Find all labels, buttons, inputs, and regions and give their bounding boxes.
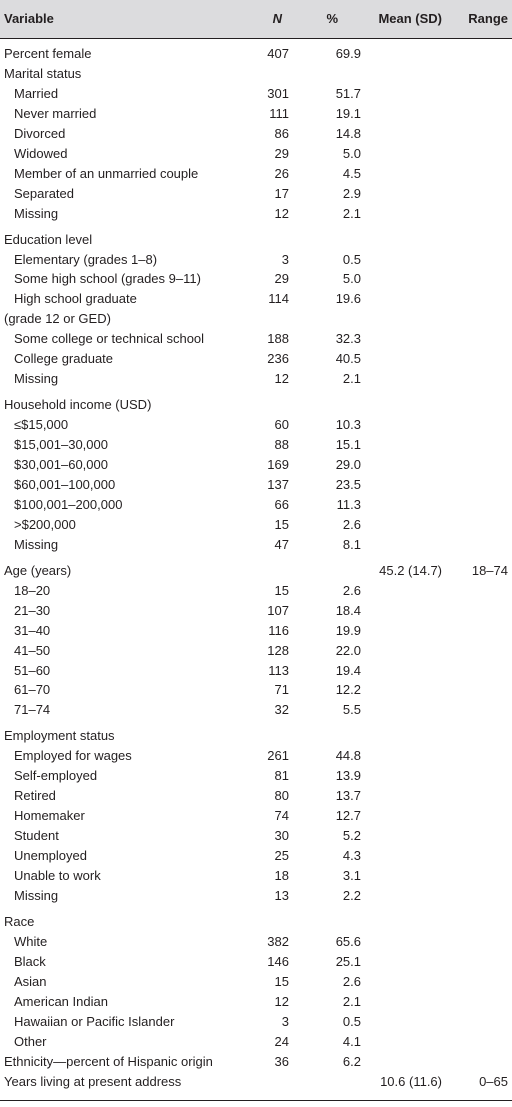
row-n: 137 xyxy=(267,476,289,492)
row-label: Age (years) xyxy=(4,562,72,578)
row-label: Homemaker xyxy=(14,808,85,824)
row-label: $100,001–200,000 xyxy=(14,496,123,512)
row-percent: 6.2 xyxy=(342,1053,361,1069)
row-label: Employed for wages xyxy=(14,748,132,764)
row-percent: 19.9 xyxy=(335,622,361,638)
row-percent: 8.1 xyxy=(342,536,361,552)
row-percent: 19.1 xyxy=(335,105,361,121)
row-n: 107 xyxy=(267,602,289,618)
row-n: 86 xyxy=(274,125,289,141)
row-label: Household income (USD) xyxy=(4,397,152,413)
row-percent: 19.4 xyxy=(335,662,361,678)
row-label: Years living at present address xyxy=(4,1073,182,1089)
row-percent: 2.6 xyxy=(342,582,361,598)
row-label: 21–30 xyxy=(14,602,51,618)
row-n: 146 xyxy=(267,953,289,969)
row-n: 15 xyxy=(274,973,289,989)
row-label: American Indian xyxy=(14,993,108,1009)
row-percent: 4.1 xyxy=(342,1033,361,1049)
row-range: 0–65 xyxy=(479,1073,508,1089)
row-percent: 2.1 xyxy=(342,205,361,221)
row-n: 116 xyxy=(268,622,289,638)
row-n: 113 xyxy=(268,662,289,678)
row-percent: 2.2 xyxy=(342,887,361,903)
row-percent: 15.1 xyxy=(335,437,361,453)
row-percent: 29.0 xyxy=(335,457,361,472)
row-mean-sd: 45.2 (14.7) xyxy=(379,562,442,578)
row-percent: 22.0 xyxy=(335,642,361,658)
row-percent: 51.7 xyxy=(335,85,361,101)
row-label: 18–20 xyxy=(14,582,51,598)
row-label: Widowed xyxy=(14,145,68,161)
row-label: Missing xyxy=(14,536,59,552)
row-n: 111 xyxy=(269,105,289,121)
row-percent: 13.9 xyxy=(335,768,361,784)
bottom-rule xyxy=(0,1100,512,1101)
row-label: $60,001–100,000 xyxy=(14,476,116,492)
row-percent: 44.8 xyxy=(335,748,361,764)
row-n: 407 xyxy=(267,46,289,61)
row-percent: 5.5 xyxy=(342,702,361,718)
row-n: 25 xyxy=(274,848,289,864)
row-n: 88 xyxy=(274,437,289,453)
row-mean-sd: 10.6 (11.6) xyxy=(380,1073,442,1089)
row-label: Hawaiian or Pacific Islander xyxy=(14,1013,175,1029)
row-n: 3 xyxy=(281,1013,289,1029)
row-n: 66 xyxy=(274,496,289,512)
row-n: 47 xyxy=(274,536,289,552)
row-label: Other xyxy=(14,1033,47,1049)
row-percent: 65.6 xyxy=(335,933,361,949)
row-label: Education level xyxy=(4,231,93,247)
row-percent: 2.6 xyxy=(342,516,361,532)
row-percent: 0.5 xyxy=(342,1013,361,1029)
row-n: 74 xyxy=(274,808,289,824)
row-percent: 13.7 xyxy=(335,788,361,804)
row-percent: 14.8 xyxy=(335,125,361,141)
row-percent: 40.5 xyxy=(335,351,361,367)
row-label: Marital status xyxy=(4,65,82,81)
row-label: 31–40 xyxy=(14,622,51,638)
row-percent: 2.1 xyxy=(342,993,361,1009)
row-label: $30,001–60,000 xyxy=(14,457,108,472)
row-n: 114 xyxy=(268,291,289,307)
row-label: 41–50 xyxy=(14,642,51,658)
row-label: 61–70 xyxy=(14,682,51,698)
row-n: 382 xyxy=(267,933,289,949)
row-label: Unable to work xyxy=(14,868,101,883)
row-n: 169 xyxy=(267,457,289,472)
row-percent: 23.5 xyxy=(335,476,361,492)
row-label: Retired xyxy=(14,788,56,804)
row-n: 24 xyxy=(274,1033,289,1049)
row-n: 36 xyxy=(274,1053,289,1069)
row-n: 12 xyxy=(274,371,289,387)
row-label: Percent female xyxy=(4,46,92,61)
row-label: Some high school (grades 9–11) xyxy=(14,271,201,287)
row-percent: 12.2 xyxy=(335,682,361,698)
row-percent: 32.3 xyxy=(335,331,361,347)
row-label: Missing xyxy=(14,371,59,387)
row-n: 15 xyxy=(274,582,289,598)
row-percent: 69.9 xyxy=(335,46,361,61)
row-label: Missing xyxy=(14,887,59,903)
header-mean-sd: Mean (SD) xyxy=(378,11,442,26)
row-percent: 25.1 xyxy=(335,953,361,969)
row-label: High school graduate xyxy=(14,291,137,307)
row-percent: 5.0 xyxy=(342,271,361,287)
row-label: White xyxy=(14,933,48,949)
row-label: (grade 12 or GED) xyxy=(4,311,111,327)
row-n: 30 xyxy=(274,828,289,844)
row-n: 261 xyxy=(267,748,289,764)
row-percent: 4.3 xyxy=(342,848,361,864)
row-percent: 2.6 xyxy=(342,973,361,989)
row-percent: 4.5 xyxy=(342,165,361,181)
row-label: Ethnicity—percent of Hispanic origin xyxy=(4,1053,213,1069)
row-n: 188 xyxy=(267,331,289,347)
row-percent: 11.3 xyxy=(336,496,361,512)
table-header xyxy=(0,0,512,38)
row-label: Self-employed xyxy=(14,768,98,784)
row-n: 12 xyxy=(274,205,289,221)
row-n: 29 xyxy=(274,145,289,161)
row-label: 71–74 xyxy=(14,702,51,718)
row-n: 32 xyxy=(274,702,289,718)
row-percent: 2.1 xyxy=(342,371,361,387)
row-n: 18 xyxy=(274,868,289,883)
row-percent: 5.2 xyxy=(342,828,361,844)
row-label: Student xyxy=(14,828,59,844)
row-n: 29 xyxy=(274,271,289,287)
row-label: Divorced xyxy=(14,125,66,141)
row-n: 71 xyxy=(274,682,289,698)
row-label: Separated xyxy=(14,185,74,201)
row-n: 128 xyxy=(267,642,289,658)
row-label: Some college or technical school xyxy=(14,331,205,347)
row-n: 236 xyxy=(267,351,289,367)
row-percent: 0.5 xyxy=(342,251,361,267)
row-n: 60 xyxy=(274,417,289,433)
row-n: 26 xyxy=(274,165,289,181)
row-label: Asian xyxy=(14,973,47,989)
row-n: 15 xyxy=(274,516,289,532)
row-percent: 5.0 xyxy=(342,145,361,161)
header-variable: Variable xyxy=(4,11,54,26)
row-n: 81 xyxy=(274,768,289,784)
row-label: Missing xyxy=(14,205,59,221)
row-percent: 19.6 xyxy=(335,291,361,307)
row-percent: 3.1 xyxy=(342,868,361,883)
row-percent: 10.3 xyxy=(335,417,361,433)
header-range: Range xyxy=(468,11,508,26)
row-label: Member of an unmarried couple xyxy=(14,165,199,181)
row-label: Never married xyxy=(14,105,97,121)
row-n: 3 xyxy=(281,251,289,267)
row-label: ≤$15,000 xyxy=(14,417,69,433)
header-rule xyxy=(0,38,512,39)
row-label: $15,001–30,000 xyxy=(14,437,108,453)
row-label: 51–60 xyxy=(14,662,51,678)
row-label: Black xyxy=(14,953,46,969)
row-n: 13 xyxy=(274,887,289,903)
row-label: College graduate xyxy=(14,351,114,367)
row-n: 80 xyxy=(274,788,289,804)
header-n: N xyxy=(272,11,282,26)
row-n: 17 xyxy=(274,185,289,201)
row-percent: 2.9 xyxy=(342,185,361,201)
row-range: 18–74 xyxy=(471,562,508,578)
row-label: Married xyxy=(14,85,59,101)
row-label: Race xyxy=(4,913,35,929)
row-label: Elementary (grades 1–8) xyxy=(14,251,158,267)
header-percent: % xyxy=(326,11,338,26)
row-percent: 12.7 xyxy=(335,808,361,824)
row-label: Employment status xyxy=(4,728,115,744)
row-n: 12 xyxy=(274,993,289,1009)
row-n: 301 xyxy=(267,85,289,101)
row-label: >$200,000 xyxy=(14,516,76,532)
row-percent: 18.4 xyxy=(335,602,361,618)
row-label: Unemployed xyxy=(14,848,87,864)
